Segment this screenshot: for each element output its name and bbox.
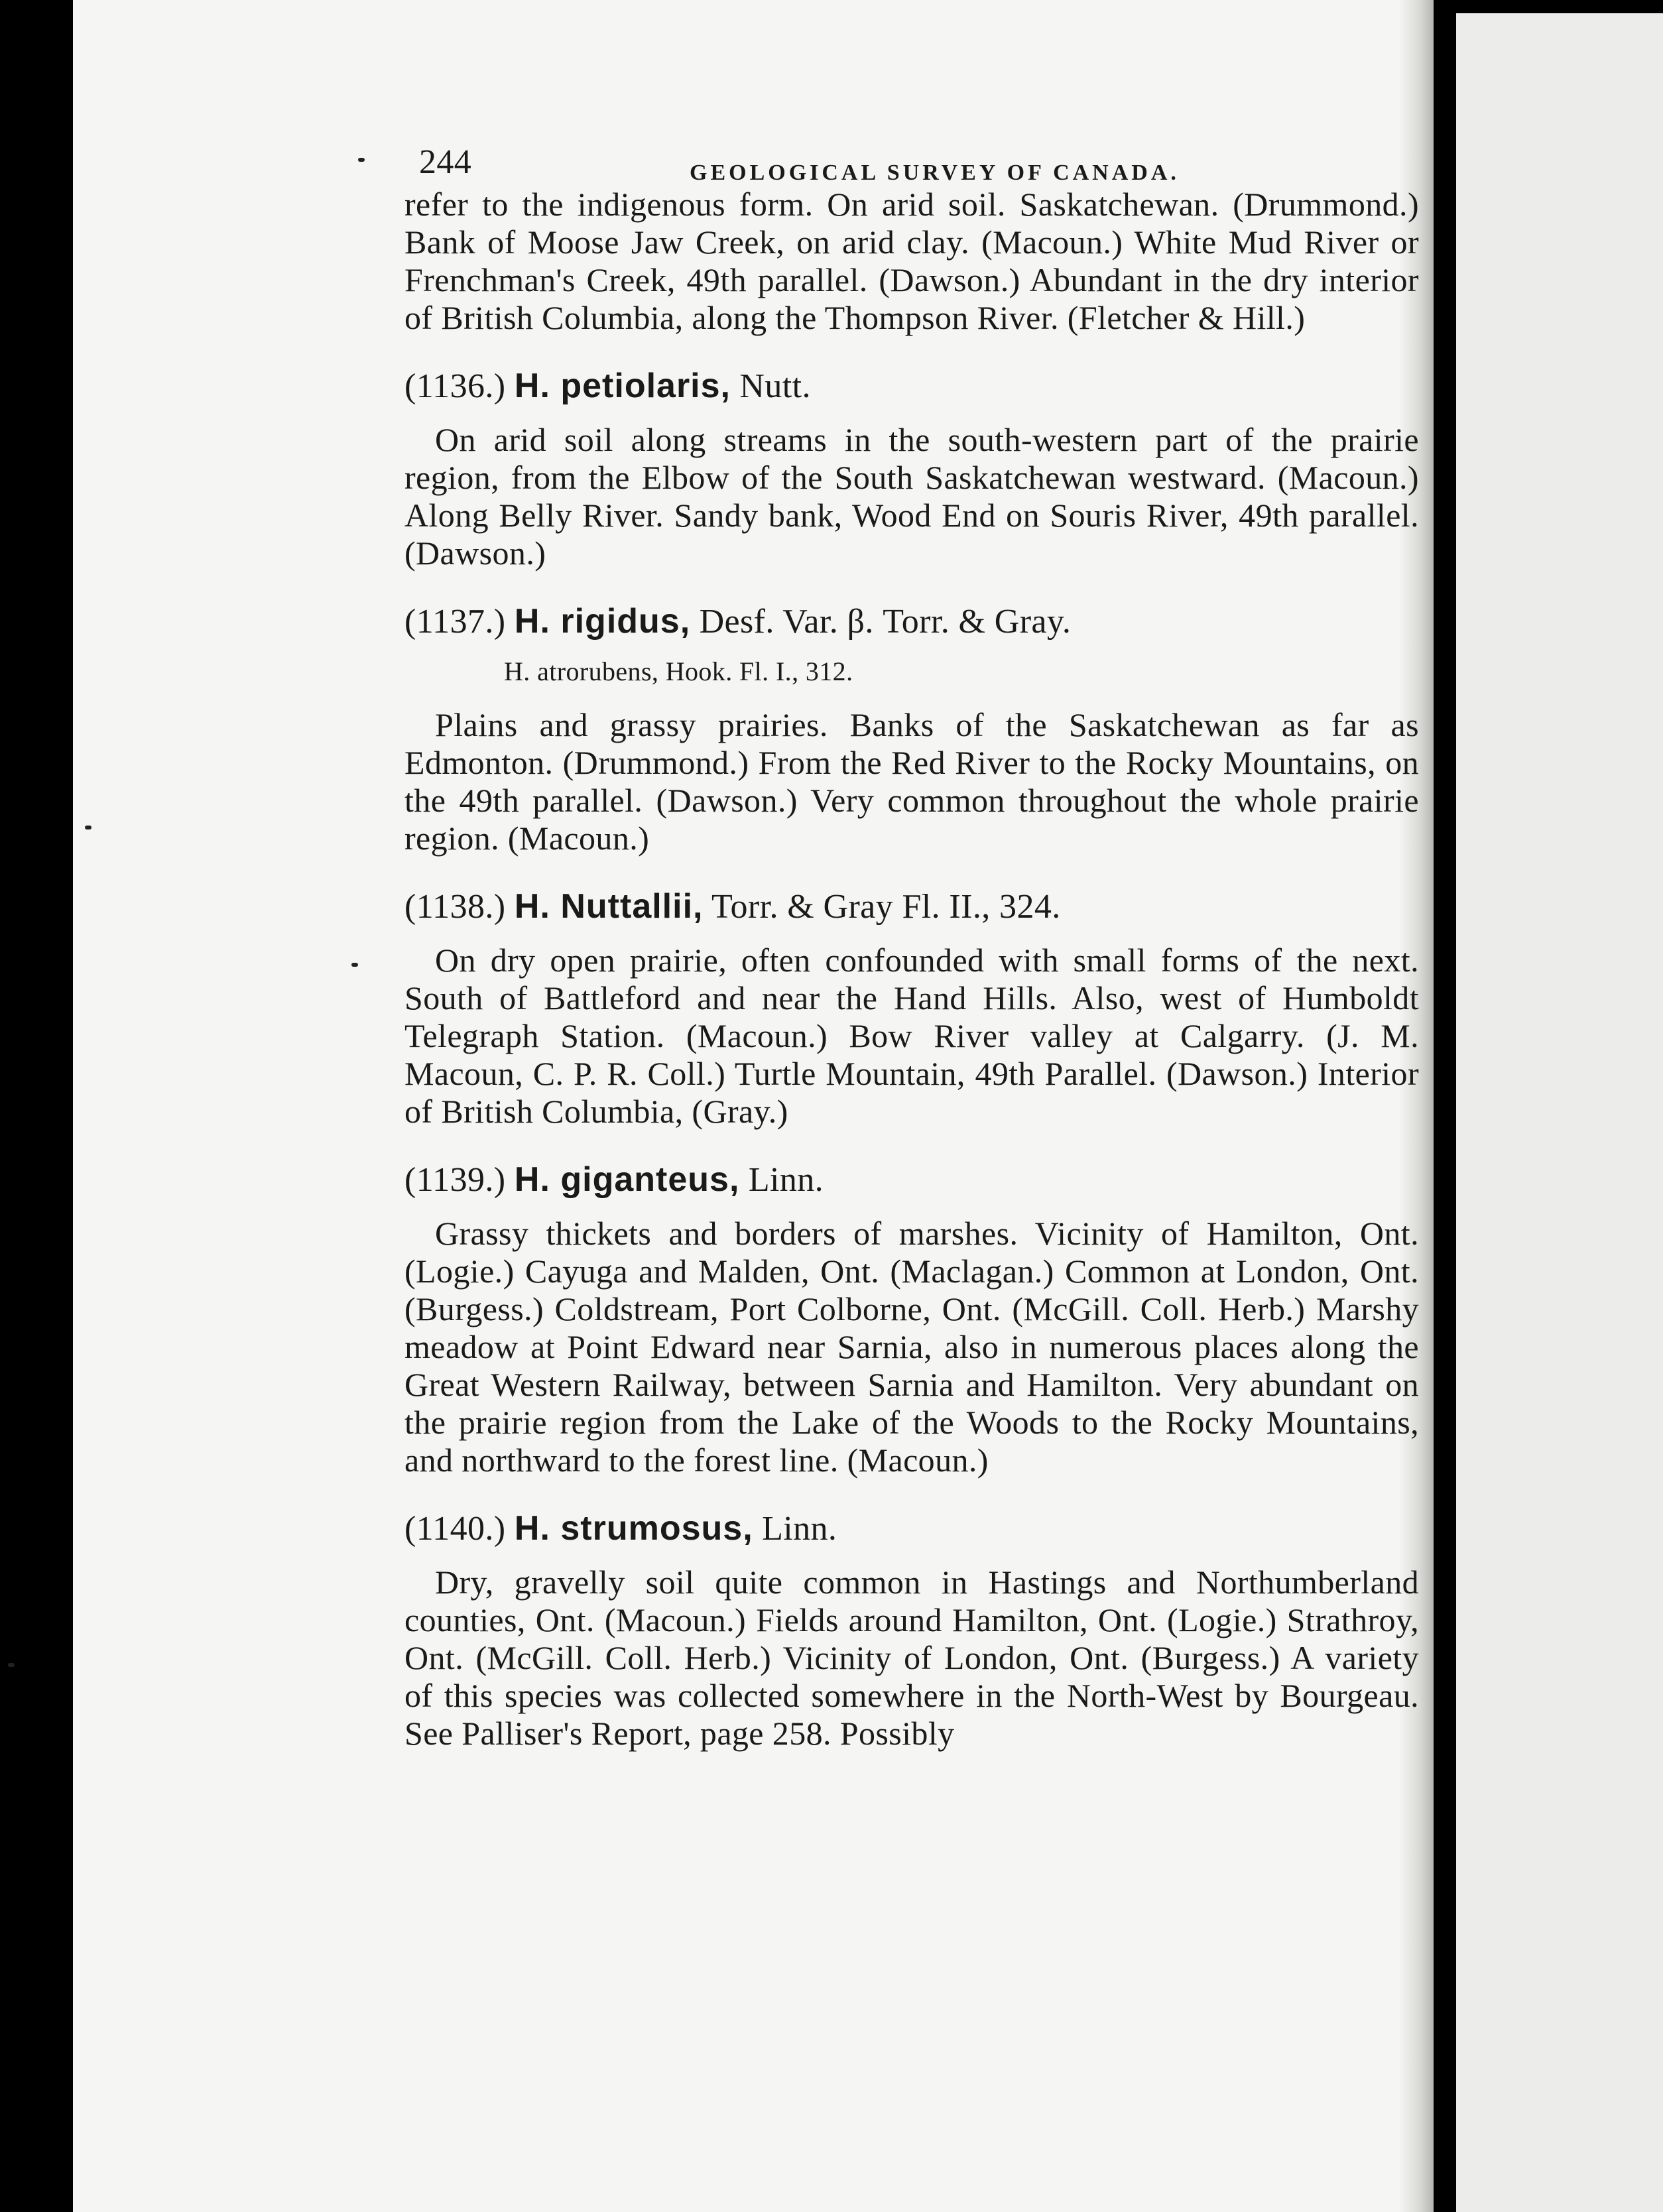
running-title: GEOLOGICAL SURVEY OF CANADA. [690, 160, 1180, 185]
entry-number: (1139.) [404, 1161, 506, 1199]
species-author: Linn. [762, 1510, 837, 1548]
entry-text: Plains and grassy prairies. Banks of the Saskatchewan as far as Edmonton. (Drummond.) From the Red River to the Rocky Mountains, on the 49th parallel. (Dawson.) Very common throughout the whole prairie region. (Macoun.) [404, 706, 1419, 857]
entry-number: (1138.) [404, 888, 506, 926]
species-author: Nutt. [739, 367, 811, 405]
species-entry [404, 1508, 1419, 1752]
species-name: H. Nuttallii, [514, 887, 704, 926]
synonym-line: H. atrorubens, Hook. Fl. I., 312. [504, 656, 853, 686]
species-entry [404, 366, 1419, 572]
entry-heading [404, 601, 1419, 642]
species-entry [404, 1160, 1419, 1479]
species-name: H. strumosus, [514, 1509, 753, 1548]
page-header [404, 126, 1419, 186]
continued-paragraph: refer to the indigenous form. On arid soil. Saskatchewan. (Drummond.) Bank of Moose Jaw Creek, on arid clay. (Macoun.) White Mud River or Frenchman's Creek, 49th parallel. (Dawson.) Abundant in the dry interior of British Columbia, along the Thompson River. (Fletcher & Hill.) [404, 186, 1419, 336]
margin-speck [85, 826, 92, 830]
entry-number: (1137.) [404, 603, 506, 641]
page-content [404, 126, 1419, 1752]
entry-heading [404, 1160, 1419, 1200]
entry-heading [404, 366, 1419, 406]
species-author: Desf. Var. β. Torr. & Gray. [699, 603, 1072, 641]
margin-speck [351, 963, 358, 967]
species-entry [404, 601, 1419, 857]
entry-text: Grassy thickets and borders of marshes. Vicinity of Hamilton, Ont. (Logie.) Cayuga and Malden, Ont. (Maclagan.) Common at London, Ont. (Burgess.) Coldstream, Port Colborne, Ont. (McGill. Coll. Herb.) Marshy meadow at Point Edward near Sarnia, also in numerous places along the Great Western Railway, between Sarnia and Hamilton. Very abundant on the prairie region from the Lake of the Woods to the Rocky Mountains, and northward to the forest line. (Macoun.) [404, 1215, 1419, 1479]
entry-heading [404, 1508, 1419, 1549]
species-name: H. petiolaris, [514, 367, 731, 405]
margin-speck [358, 158, 365, 162]
entry-text: On arid soil along streams in the south-western part of the prairie region, from the Elbow of the South Saskatchewan westward. (Macoun.) Along Belly River. Sandy bank, Wood End on Souris River, 49th parallel. (Dawson.) [404, 421, 1419, 572]
species-entry [404, 887, 1419, 1131]
entry-text: Dry, gravelly soil quite common in Hastings and Northumberland counties, Ont. (Macoun.) Fields around Hamilton, Ont. (Logie.) Strathroy, Ont. (McGill. Coll. Herb.) Vicinity of London, Ont. (Burgess.) A variety of this species was collected somewhere in the North-West by Bourgeau. See Palliser's Report, page 258. Possibly [404, 1564, 1419, 1752]
facing-page-edge [1456, 13, 1663, 2212]
species-author: Torr. & Gray Fl. II., 324. [711, 888, 1061, 926]
entry-heading [404, 887, 1419, 927]
entry-number: (1140.) [404, 1510, 506, 1548]
page-number: 244 [419, 143, 472, 181]
species-author: Linn. [748, 1161, 824, 1199]
species-name: H. giganteus, [514, 1160, 740, 1199]
species-name: H. rigidus, [514, 602, 691, 641]
entry-number: (1136.) [404, 367, 506, 405]
margin-speck [8, 1663, 15, 1667]
entry-text: On dry open prairie, often confounded with small forms of the next. South of Battleford and near the Hand Hills. Also, west of Humboldt Telegraph Station. (Macoun.) Bow River valley at Calgarry. (J. M. Macoun, C. P. R. Coll.) Turtle Mountain, 49th Parallel. (Dawson.) Interior of British Columbia, (Gray.) [404, 942, 1419, 1130]
